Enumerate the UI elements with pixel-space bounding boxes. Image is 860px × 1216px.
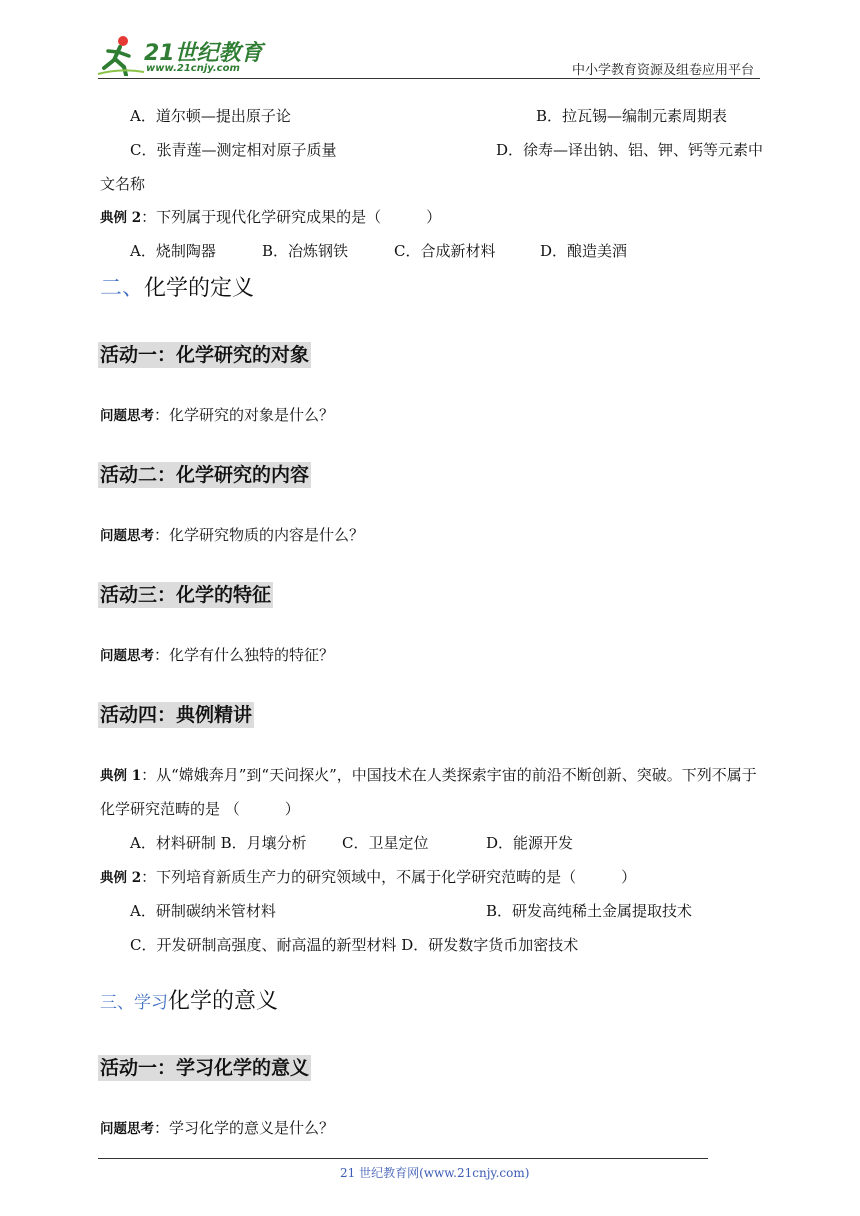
section-3-activity-1-heading: 活动一：学习化学的意义 (100, 1057, 310, 1079)
section-3-heading (100, 987, 278, 1018)
section-number: 三、学习 (100, 993, 168, 1013)
example2-top-question (100, 207, 441, 228)
example2-top-option-d: D．酿造美酒 (540, 242, 628, 260)
activity-1-heading: 活动一：化学研究的对象 (100, 344, 310, 366)
question-label: 问题思考 (100, 1121, 154, 1137)
activity-3-question (100, 645, 334, 666)
section-3-activity-1-question (100, 1118, 334, 1139)
question-label: 问题思考 (100, 528, 154, 544)
example-label: 典例 2 (100, 210, 142, 226)
logo-url: www.21cnjy.com (146, 63, 240, 74)
example2-top-option-c: C．合成新材料 (394, 242, 496, 260)
logo (96, 34, 263, 76)
footer-divider (98, 1158, 708, 1159)
option-b: B．拉瓦锡—编制元素周期表 (536, 107, 728, 125)
activity-2-heading: 活动二：化学研究的内容 (100, 464, 310, 486)
question-text: ：学习化学的意义是什么？ (154, 1119, 335, 1137)
activity-3-heading: 活动三：化学的特征 (100, 584, 272, 606)
option-a: A．道尔顿—提出原子论 (130, 107, 291, 125)
question-text: ：化学研究的对象是什么？ (154, 406, 335, 424)
section-title: 化学的定义 (144, 276, 255, 301)
question-text: ：下列培育新质生产力的研究领域中，不属于化学研究范畴的是（ ） (141, 868, 637, 886)
header-divider (98, 78, 760, 79)
example1-question-line1 (100, 765, 757, 786)
example2-option-a: A．研制碳纳米管材料 (130, 902, 276, 920)
example2-option-b: B．研发高纯稀土金属提取技术 (486, 902, 693, 920)
example-label: 典例 2 (100, 870, 142, 886)
example2-top-option-a: A．烧制陶器 (130, 242, 216, 260)
example2-options-cd: C．开发研制高强度、耐高温的新型材料 D．研发数字货币加密技术 (130, 936, 579, 954)
option-d: D．徐寿—译出钠、铝、钾、钙等元素中 (496, 141, 764, 159)
question-text: ：从“嫦娥奔月”到“天问探火”，中国技术在人类探索宇宙的前沿不断创新、突破。下列不属于 (141, 766, 757, 784)
question-text: ：化学有什么独特的特征？ (154, 646, 335, 664)
footer-text[interactable]: 21 世纪教育网(www.21cnjy.com) (340, 1166, 530, 1180)
example1-option-d: D．能源开发 (486, 834, 574, 852)
activity-4-heading: 活动四：典例精讲 (100, 704, 253, 726)
option-c: C．张青莲—测定相对原子质量 (130, 141, 337, 159)
activity-2-question (100, 525, 364, 546)
example1-question-line2: 化学研究范畴的是 （ ） (100, 800, 300, 818)
section-title: 化学的意义 (168, 989, 279, 1014)
example-label: 典例 1 (100, 768, 142, 784)
example1-option-c: C．卫星定位 (342, 834, 429, 852)
example2-question (100, 867, 636, 888)
option-d-continued: 文名称 (100, 175, 146, 193)
logo-text: 21世纪教育 (144, 41, 263, 66)
question-text: ：下列属于现代化学研究成果的是（ ） (141, 208, 442, 226)
running-figure-icon (96, 34, 146, 76)
question-text: ：化学研究物质的内容是什么？ (154, 526, 365, 544)
section-2-heading (100, 274, 254, 304)
example1-options-ab: A．材料研制 B．月壤分析 (130, 834, 307, 852)
question-label: 问题思考 (100, 408, 154, 424)
activity-1-question (100, 405, 334, 426)
platform-name: 中小学教育资源及组卷应用平台 (572, 63, 755, 78)
example2-top-option-b: B．冶炼钢铁 (262, 242, 349, 260)
section-number: 二、 (100, 276, 145, 301)
question-label: 问题思考 (100, 648, 154, 664)
